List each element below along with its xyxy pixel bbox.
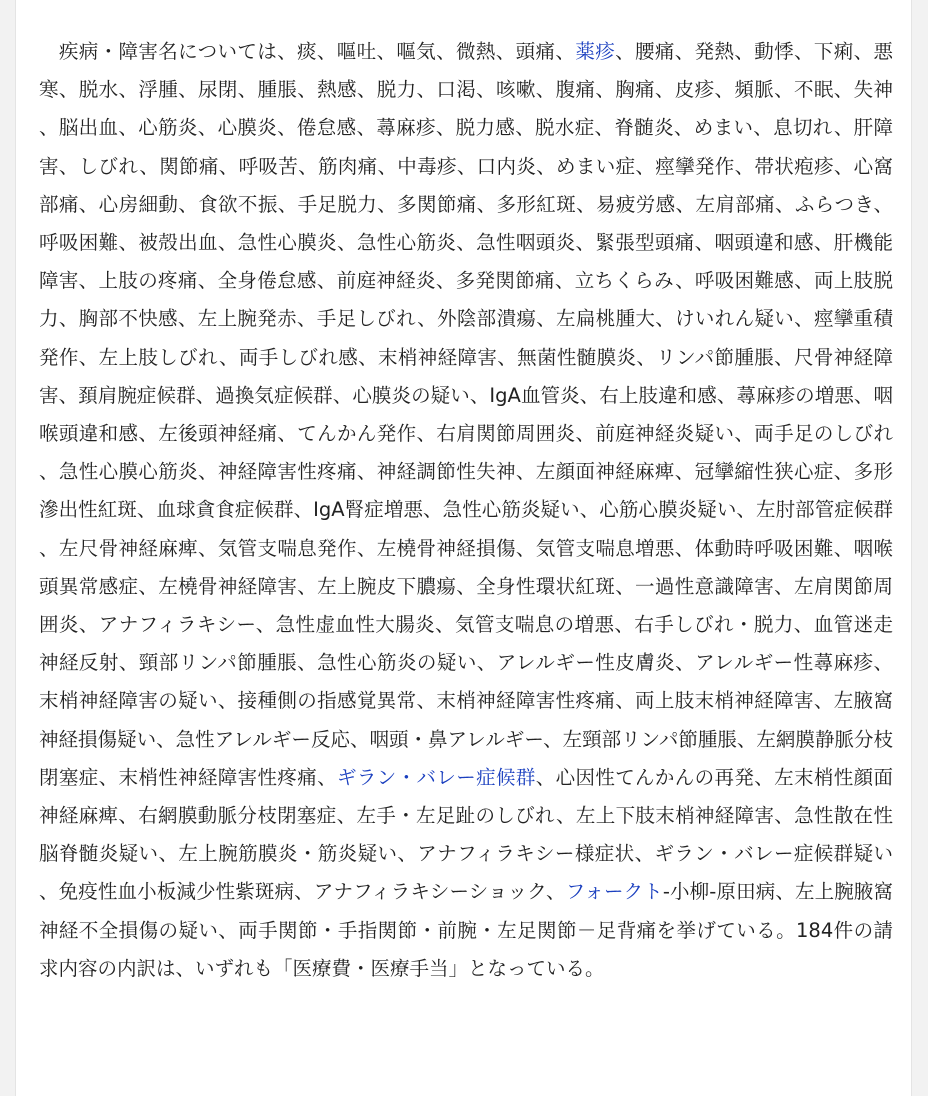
- article-page: [15, 0, 912, 1096]
- article-paragraph: [39, 33, 893, 988]
- link-guillain-barre-syndrome[interactable]: ギラン・バレー症候群: [337, 765, 536, 789]
- paragraph-text-3: 、心因性てんかんの再発、左末梢性顔面神経麻痺、右網膜動脈分枝閉塞症、左手・左足趾のしびれ、左上下肢末梢神経障害、急性散在性脳脊髄炎疑い、左上腕筋膜炎・筋炎疑い、アナフィラキシー様症状、ギラン・バレー症候群疑い、免疫性血小板減少性紫斑病、アナフィラキシーショック、: [39, 765, 893, 904]
- link-vogt[interactable]: フォークト: [565, 880, 663, 904]
- paragraph-text-1: 疾病・障害名については、痰、嘔吐、嘔気、微熱、頭痛、: [58, 40, 576, 63]
- paragraph-text-2: 、腰痛、発熱、動悸、下痢、悪寒、脱水、浮腫、尿閉、腫脹、熱感、脱力、口渇、咳嗽、腹痛、胸痛、皮疹、頻脈、不眠、失神、脳出血、心筋炎、心膜炎、倦怠感、蕁麻疹、脱力感、脱水症、脊髄炎、めまい、息切れ、肝障害、しびれ、関節痛、呼吸苦、筋肉痛、中毒疹、口内炎、めまい症、痙攣発作、帯状疱疹、心窩部痛、心房細動、食欲不振、手足脱力、多関節痛、多形紅斑、易疲労感、左肩部痛、ふらつき、呼吸困難、被殻出血、急性心膜炎、急性心筋炎、急性咽頭炎、緊張型頭痛、咽頭違和感、肝機能障害、上肢の疼痛、全身倦怠感、前庭神経炎、多発関節痛、立ちくらみ、呼吸困難感、両上肢脱力、胸部不快感、左上腕発赤、手足しびれ、外陰部潰瘍、左扁桃腫大、けいれん疑い、痙攣重積発作、左上肢しびれ、両手しびれ感、末梢神経障害、無菌性髄膜炎、リンパ節腫脹、尺骨神経障害、頚肩腕症候群、過換気症候群、心膜炎の疑い、IgA血管炎、右上肢違和感、蕁麻疹の増悪、咽喉頭違和感、左後頭神経痛、てんかん発作、右肩関節周囲炎、前庭神経炎疑い、両手足のしびれ、急性心膜心筋炎、神経障害性疼痛、神経調節性失神、左顔面神経麻痺、冠攣縮性狭心症、多形滲出性紅斑、血球貪食症候群、IgA腎症増悪、急性心筋炎疑い、心筋心膜炎疑い、左肘部管症候群、左尺骨神経麻痺、気管支喘息発作、左橈骨神経損傷、気管支喘息増悪、体動時呼吸困難、咽喉頭異常感症、左橈骨神経障害、左上腕皮下膿瘍、全身性環状紅斑、一過性意識障害、左肩関節周囲炎、アナフィラキシー、急性虚血性大腸炎、気管支喘息の増悪、右手しびれ・脱力、血管迷走神経反射、頸部リンパ節腫脹、急性心筋炎の疑い、アレルギー性皮膚炎、アレルギー性蕁麻疹、末梢神経障害の疑い、接種側の指感覚異常、末梢神経障害性疼痛、両上肢末梢神経障害、左腋窩神経損傷疑い、急性アレルギー反応、咽頭・鼻アレルギー、左頸部リンパ節腫脹、左網膜静脈分枝閉塞症、末梢性神経障害性疼痛、: [39, 40, 893, 789]
- link-yakushin[interactable]: 薬疹: [575, 40, 616, 63]
- paragraph-text-4: -小柳-原田病、左上腕腋窩神経不全損傷の疑い、両手関節・手指関節・前腕・左足関節－足背痛を挙げている。184件の請求内容の内訳は、いずれも「医療費・医療手当」となっている。: [39, 880, 894, 980]
- paragraph-indent: [39, 40, 59, 63]
